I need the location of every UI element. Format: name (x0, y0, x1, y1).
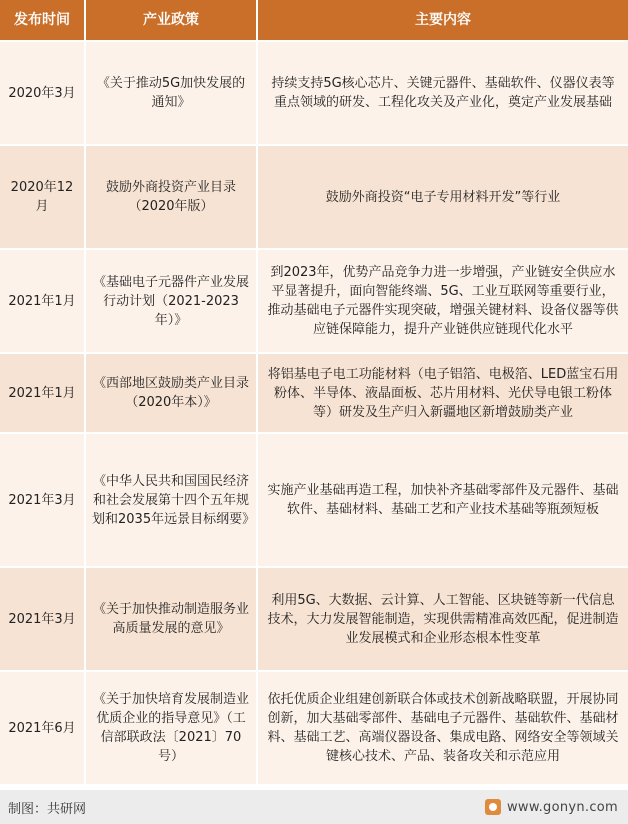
table-row (0, 146, 628, 250)
table-row (0, 250, 628, 354)
row-policy: 《中华人民共和国国民经济和社会发展第十四个五年规划和2035年远景目标纲要》 (86, 434, 258, 566)
table-row (0, 354, 628, 434)
row-content: 依托优质企业组建创新联合体或技术创新战略联盟，开展协同创新，加大基础零部件、基础电子元器件、基础软件、基础材料、基础工艺、高端仪器设备、集成电路、网络安全等领域关键核心技术、产品、装备攻关和示范应用 (267, 692, 619, 764)
brand (485, 799, 618, 815)
row-content: 实施产业基础再造工程，加快补齐基础零部件及元器件、基础软件、基础材料、基础工艺和产业技术基础等瓶颈短板 (267, 483, 619, 517)
row-content: 到2023年，优势产品竞争力进一步增强，产业链安全供应水平显著提升，面向智能终端、5G、工业互联网等重要行业，推动基础电子元器件实现突破，增强关键材料、设备仪器等供应链保障能力，提升产业链供应链现代化水平 (267, 265, 619, 337)
table-header (0, 0, 628, 42)
row-date: 2021年3月 (0, 568, 86, 670)
row-date: 2021年1月 (0, 354, 86, 432)
row-policy: 鼓励外商投资产业目录（2020年版） (86, 146, 258, 248)
table-row (0, 42, 628, 146)
row-content: 鼓励外商投资“电子专用材料开发”等行业 (325, 189, 561, 205)
row-policy: 《关于加快推动制造服务业高质量发展的意见》 (86, 568, 258, 670)
footer (0, 790, 628, 824)
row-content: 持续支持5G核心芯片、关键元器件、基础软件、仪器仪表等重点领域的研发、工程化攻关及产业化，奠定产业发展基础 (271, 76, 615, 110)
row-policy: 《关于加快培育发展制造业优质企业的指导意见》（工信部联政法〔2021〕70号） (86, 672, 258, 784)
table-row (0, 568, 628, 672)
source-label: 制图：共研网 (8, 801, 87, 817)
row-date: 2021年6月 (0, 672, 86, 784)
row-date: 2020年3月 (0, 42, 86, 144)
row-date: 2021年3月 (0, 434, 86, 566)
row-policy: 《基础电子元器件产业发展行动计划（2021-2023年）》 (86, 250, 258, 352)
gonyn-logo-icon (485, 799, 501, 815)
header-date: 发布时间 (0, 0, 86, 40)
row-content: 利用5G、大数据、云计算、人工智能、区块链等新一代信息技术，大力发展智能制造，实现供需精准高效匹配，促进制造业发展模式和企业形态根本性变革 (267, 592, 619, 646)
row-date: 2020年12月 (0, 146, 86, 248)
site-url: www.gonyn.com (506, 799, 618, 815)
table-row (0, 672, 628, 786)
row-policy: 《西部地区鼓励类产业目录（2020年本）》 (86, 354, 258, 432)
header-policy: 产业政策 (86, 0, 258, 40)
header-content: 主要内容 (415, 11, 471, 28)
row-policy: 《关于推动5G加快发展的通知》 (86, 42, 258, 144)
row-content: 将铝基电子电工功能材料（电子铝箔、电极箔、LED蓝宝石用粉体、半导体、液晶面板、芯片用材料、光伏导电银工粉体等）研发及生产归入新疆地区新增鼓励类产业 (267, 366, 619, 420)
row-date: 2021年1月 (0, 250, 86, 352)
table-row (0, 434, 628, 568)
